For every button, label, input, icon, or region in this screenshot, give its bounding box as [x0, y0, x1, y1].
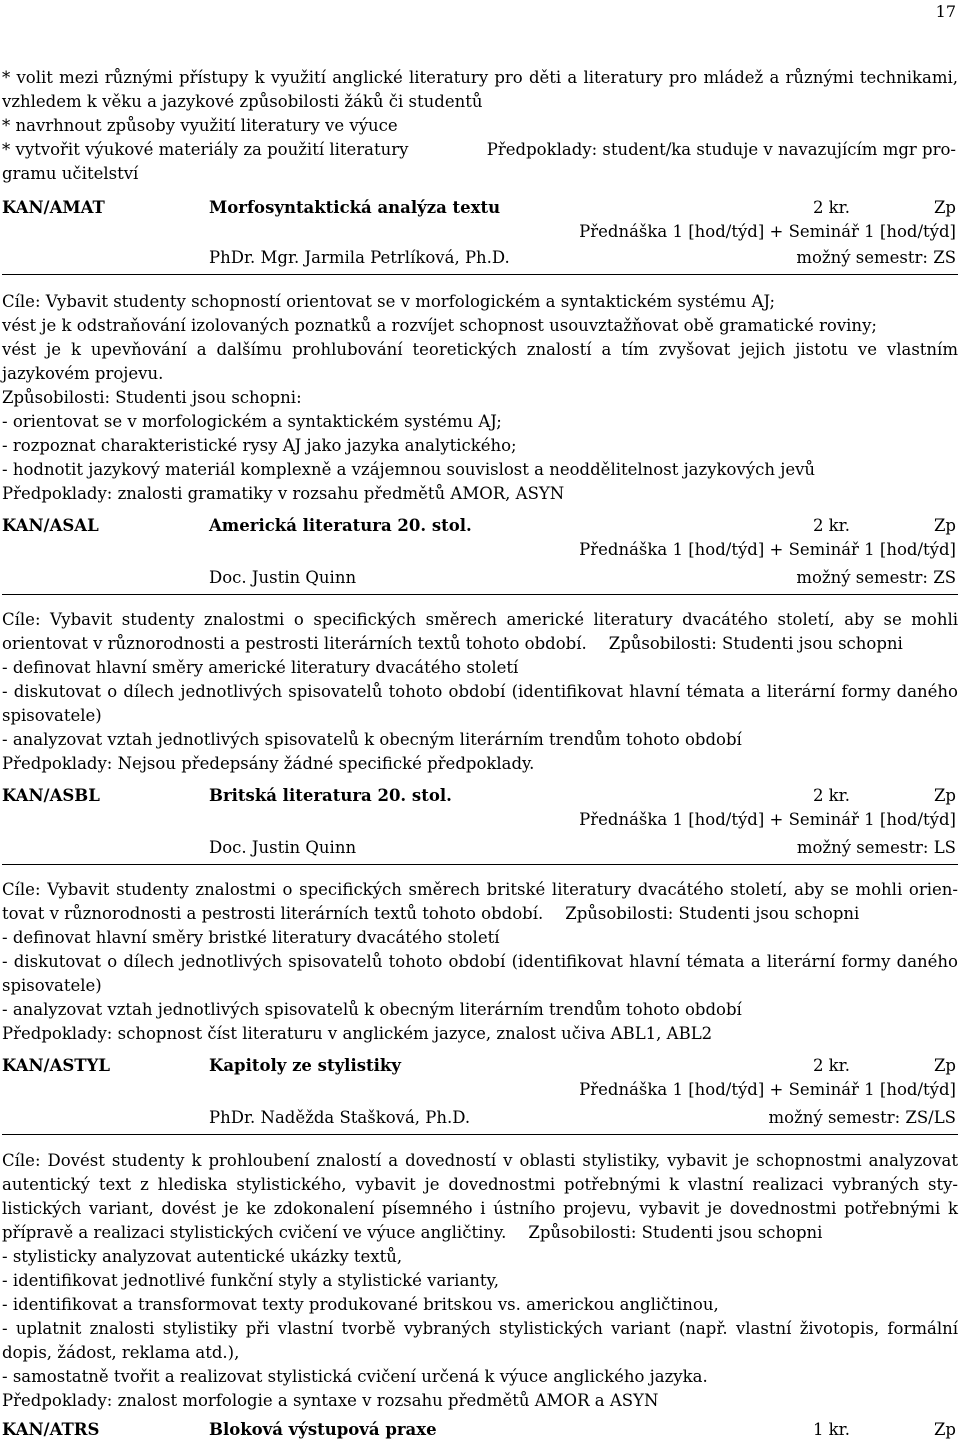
intro-line	[2, 138, 958, 162]
course-completion: Zp	[933, 1056, 956, 1075]
course-text-line: spisovatele)	[2, 976, 102, 995]
course-title: Bloková výstupová praxe	[209, 1420, 437, 1439]
course-competences: Způsobilosti: Studenti jsou schopni	[528, 1223, 823, 1242]
course-text-line	[2, 632, 958, 656]
course-semester: možný semestr: ZS/LS	[768, 1108, 956, 1127]
course-text-line	[2, 902, 958, 926]
course-semester: možný semestr: ZS	[796, 568, 956, 587]
course-text-line: Předpoklady: schopnost číst literaturu v anglickém jazyce, znalost učiva ABL1, ABL2	[2, 1024, 713, 1043]
course-code: KAN/ASAL	[2, 516, 99, 535]
course-hours: Přednáška 1 [hod/týd] + Seminář 1 [hod/týd]	[579, 540, 956, 559]
course-text-line: autentický text z hlediska stylistického, vybavit je dovednostmi potřebnými k vlastní realizaci vybraných sty-	[2, 1175, 958, 1194]
course-text-line: Předpoklady: znalosti gramatiky v rozsahu předmětů AMOR, ASYN	[2, 484, 565, 503]
intro-text: * vytvořit výukové materiály za použití literatury	[2, 140, 409, 159]
course-text-line: dopis, žádost, reklama atd.),	[2, 1343, 240, 1362]
course-teacher: PhDr. Mgr. Jarmila Petrlíková, Ph.D.	[209, 248, 510, 267]
course-completion: Zp	[933, 1420, 956, 1439]
course-text-line: Cíle: Vybavit studenty znalostmi o specifických směrech americké literatury dvacátého století, aby se mohli	[2, 610, 958, 629]
course-semester: možný semestr: ZS	[796, 248, 956, 267]
intro-line: * volit mezi různými přístupy k využití anglické literatury pro děti a literatury pro mládež a různými technikami,	[2, 68, 958, 87]
course-completion: Zp	[933, 786, 956, 805]
course-teacher: Doc. Justin Quinn	[209, 838, 357, 857]
course-text-line: vést je k upevňování a dalšímu prohlubování teoretických znalostí a tím zvyšovat jejich jistotu ve vlastním	[2, 340, 958, 359]
course-code: KAN/ASBL	[2, 786, 100, 805]
intro-prerequisites: Předpoklady: student/ka studuje v navazujícím mgr pro-	[486, 140, 956, 159]
course-text-line: Způsobilosti: Studenti jsou schopni:	[2, 388, 302, 407]
course-text-line: - uplatnit znalosti stylistiky při vlastní tvorbě vybraných stylistických variant (např. vlastní životopis, formální	[2, 1319, 958, 1338]
course-credits: 2 kr.	[812, 786, 850, 805]
course-semester: možný semestr: LS	[796, 838, 956, 857]
course-text-line: - hodnotit jazykový materiál komplexně a vzájemnou souvislost a neoddělitelnost jazykových jevů	[2, 460, 816, 479]
course-title: Americká literatura 20. stol.	[209, 516, 472, 535]
course-text-line: Předpoklady: Nejsou předepsány žádné specifické předpoklady.	[2, 754, 535, 773]
course-teacher: Doc. Justin Quinn	[209, 568, 357, 587]
course-text-line: - analyzovat vztah jednotlivých spisovatelů k obecným literárním trendům tohoto období	[2, 1000, 742, 1019]
course-text-line: - diskutovat o dílech jednotlivých spisovatelů tohoto období (identifikovat hlavní témata a literární formy daného	[2, 682, 958, 701]
course-text-line: Cíle: Vybavit studenty znalostmi o specifických směrech britské literatury dvacátého století, aby se mohli orien-	[2, 880, 958, 899]
course-text: přípravě a realizaci stylistických cvičení ve výuce angličtiny.	[2, 1223, 507, 1242]
intro-line: gramu učitelství	[2, 164, 139, 183]
divider	[2, 864, 958, 865]
course-competences: Způsobilosti: Studenti jsou schopni	[608, 634, 903, 653]
course-text-line: jazykovém projevu.	[2, 364, 164, 383]
course-text: tovat v různorodnosti a pestrosti literárních textů tohoto období.	[2, 904, 544, 923]
course-title: Britská literatura 20. stol.	[209, 786, 452, 805]
divider	[2, 594, 958, 595]
course-text-line: Cíle: Dovést studenty k prohloubení znalostí a dovedností v oblasti stylistiky, vybavit je schopnostmi analyzovat	[2, 1151, 958, 1170]
course-text-line: - analyzovat vztah jednotlivých spisovatelů k obecným literárním trendům tohoto období	[2, 730, 742, 749]
course-credits: 2 kr.	[812, 198, 850, 217]
course-title: Morfosyntaktická analýza textu	[209, 198, 501, 217]
divider	[2, 1134, 958, 1135]
course-hours: Přednáška 1 [hod/týd] + Seminář 1 [hod/týd]	[579, 222, 956, 241]
course-credits: 2 kr.	[812, 1056, 850, 1075]
course-text-line: - definovat hlavní směry americké literatury dvacátého století	[2, 658, 519, 677]
course-credits: 2 kr.	[812, 516, 850, 535]
course-text-line: listických variant, dovést je ke zdokonalení písemného i ústního projevu, vybavit je dovednostmi potřebnými k	[2, 1199, 958, 1218]
intro-line: vzhledem k věku a jazykové způsobilosti žáků či studentů	[2, 92, 483, 111]
course-hours: Přednáška 1 [hod/týd] + Seminář 1 [hod/týd]	[579, 1080, 956, 1099]
course-text-line: - orientovat se v morfologickém a syntaktickém systému AJ;	[2, 412, 502, 431]
course-text-line: spisovatele)	[2, 706, 102, 725]
course-text-line: - rozpoznat charakteristické rysy AJ jako jazyka analytického;	[2, 436, 517, 455]
course-text-line: - samostatně tvořit a realizovat stylistická cvičení určená k výuce anglického jazyka.	[2, 1367, 708, 1386]
course-text-line: - stylisticky analyzovat autentické ukázky textů,	[2, 1247, 403, 1266]
course-code: KAN/AMAT	[2, 198, 105, 217]
course-text-line: - definovat hlavní směry bristké literatury dvacátého století	[2, 928, 500, 947]
divider	[2, 274, 958, 275]
course-text-line: vést je k odstraňování izolovaných poznatků a rozvíjet schopnost usouvztažňovat obě gramatické roviny;	[2, 316, 877, 335]
course-title: Kapitoly ze stylistiky	[209, 1056, 401, 1075]
course-text-line: - diskutovat o dílech jednotlivých spisovatelů tohoto období (identifikovat hlavní témata a literární formy daného	[2, 952, 958, 971]
intro-line: * navrhnout způsoby využití literatury ve výuce	[2, 116, 398, 135]
course-completion: Zp	[933, 516, 956, 535]
course-text: orientovat v různorodnosti a pestrosti literárních textů tohoto období.	[2, 634, 587, 653]
course-text-line: - identifikovat jednotlivé funkční styly a stylistické varianty,	[2, 1271, 499, 1290]
course-text-line: Předpoklady: znalost morfologie a syntaxe v rozsahu předmětů AMOR a ASYN	[2, 1391, 659, 1410]
course-credits: 1 kr.	[812, 1420, 850, 1439]
course-competences: Způsobilosti: Studenti jsou schopni	[565, 904, 860, 923]
page-number: 17	[935, 2, 956, 21]
course-completion: Zp	[933, 198, 956, 217]
course-code: KAN/ASTYL	[2, 1056, 110, 1075]
course-hours: Přednáška 1 [hod/týd] + Seminář 1 [hod/týd]	[579, 810, 956, 829]
course-text-line: - identifikovat a transformovat texty produkované britskou vs. americkou angličtinou,	[2, 1295, 719, 1314]
course-teacher: PhDr. Naděžda Stašková, Ph.D.	[209, 1108, 471, 1127]
course-code: KAN/ATRS	[2, 1420, 100, 1439]
course-text-line	[2, 1221, 958, 1245]
course-text-line: Cíle: Vybavit studenty schopností orientovat se v morfologickém a syntaktickém systému AJ;	[2, 292, 776, 311]
